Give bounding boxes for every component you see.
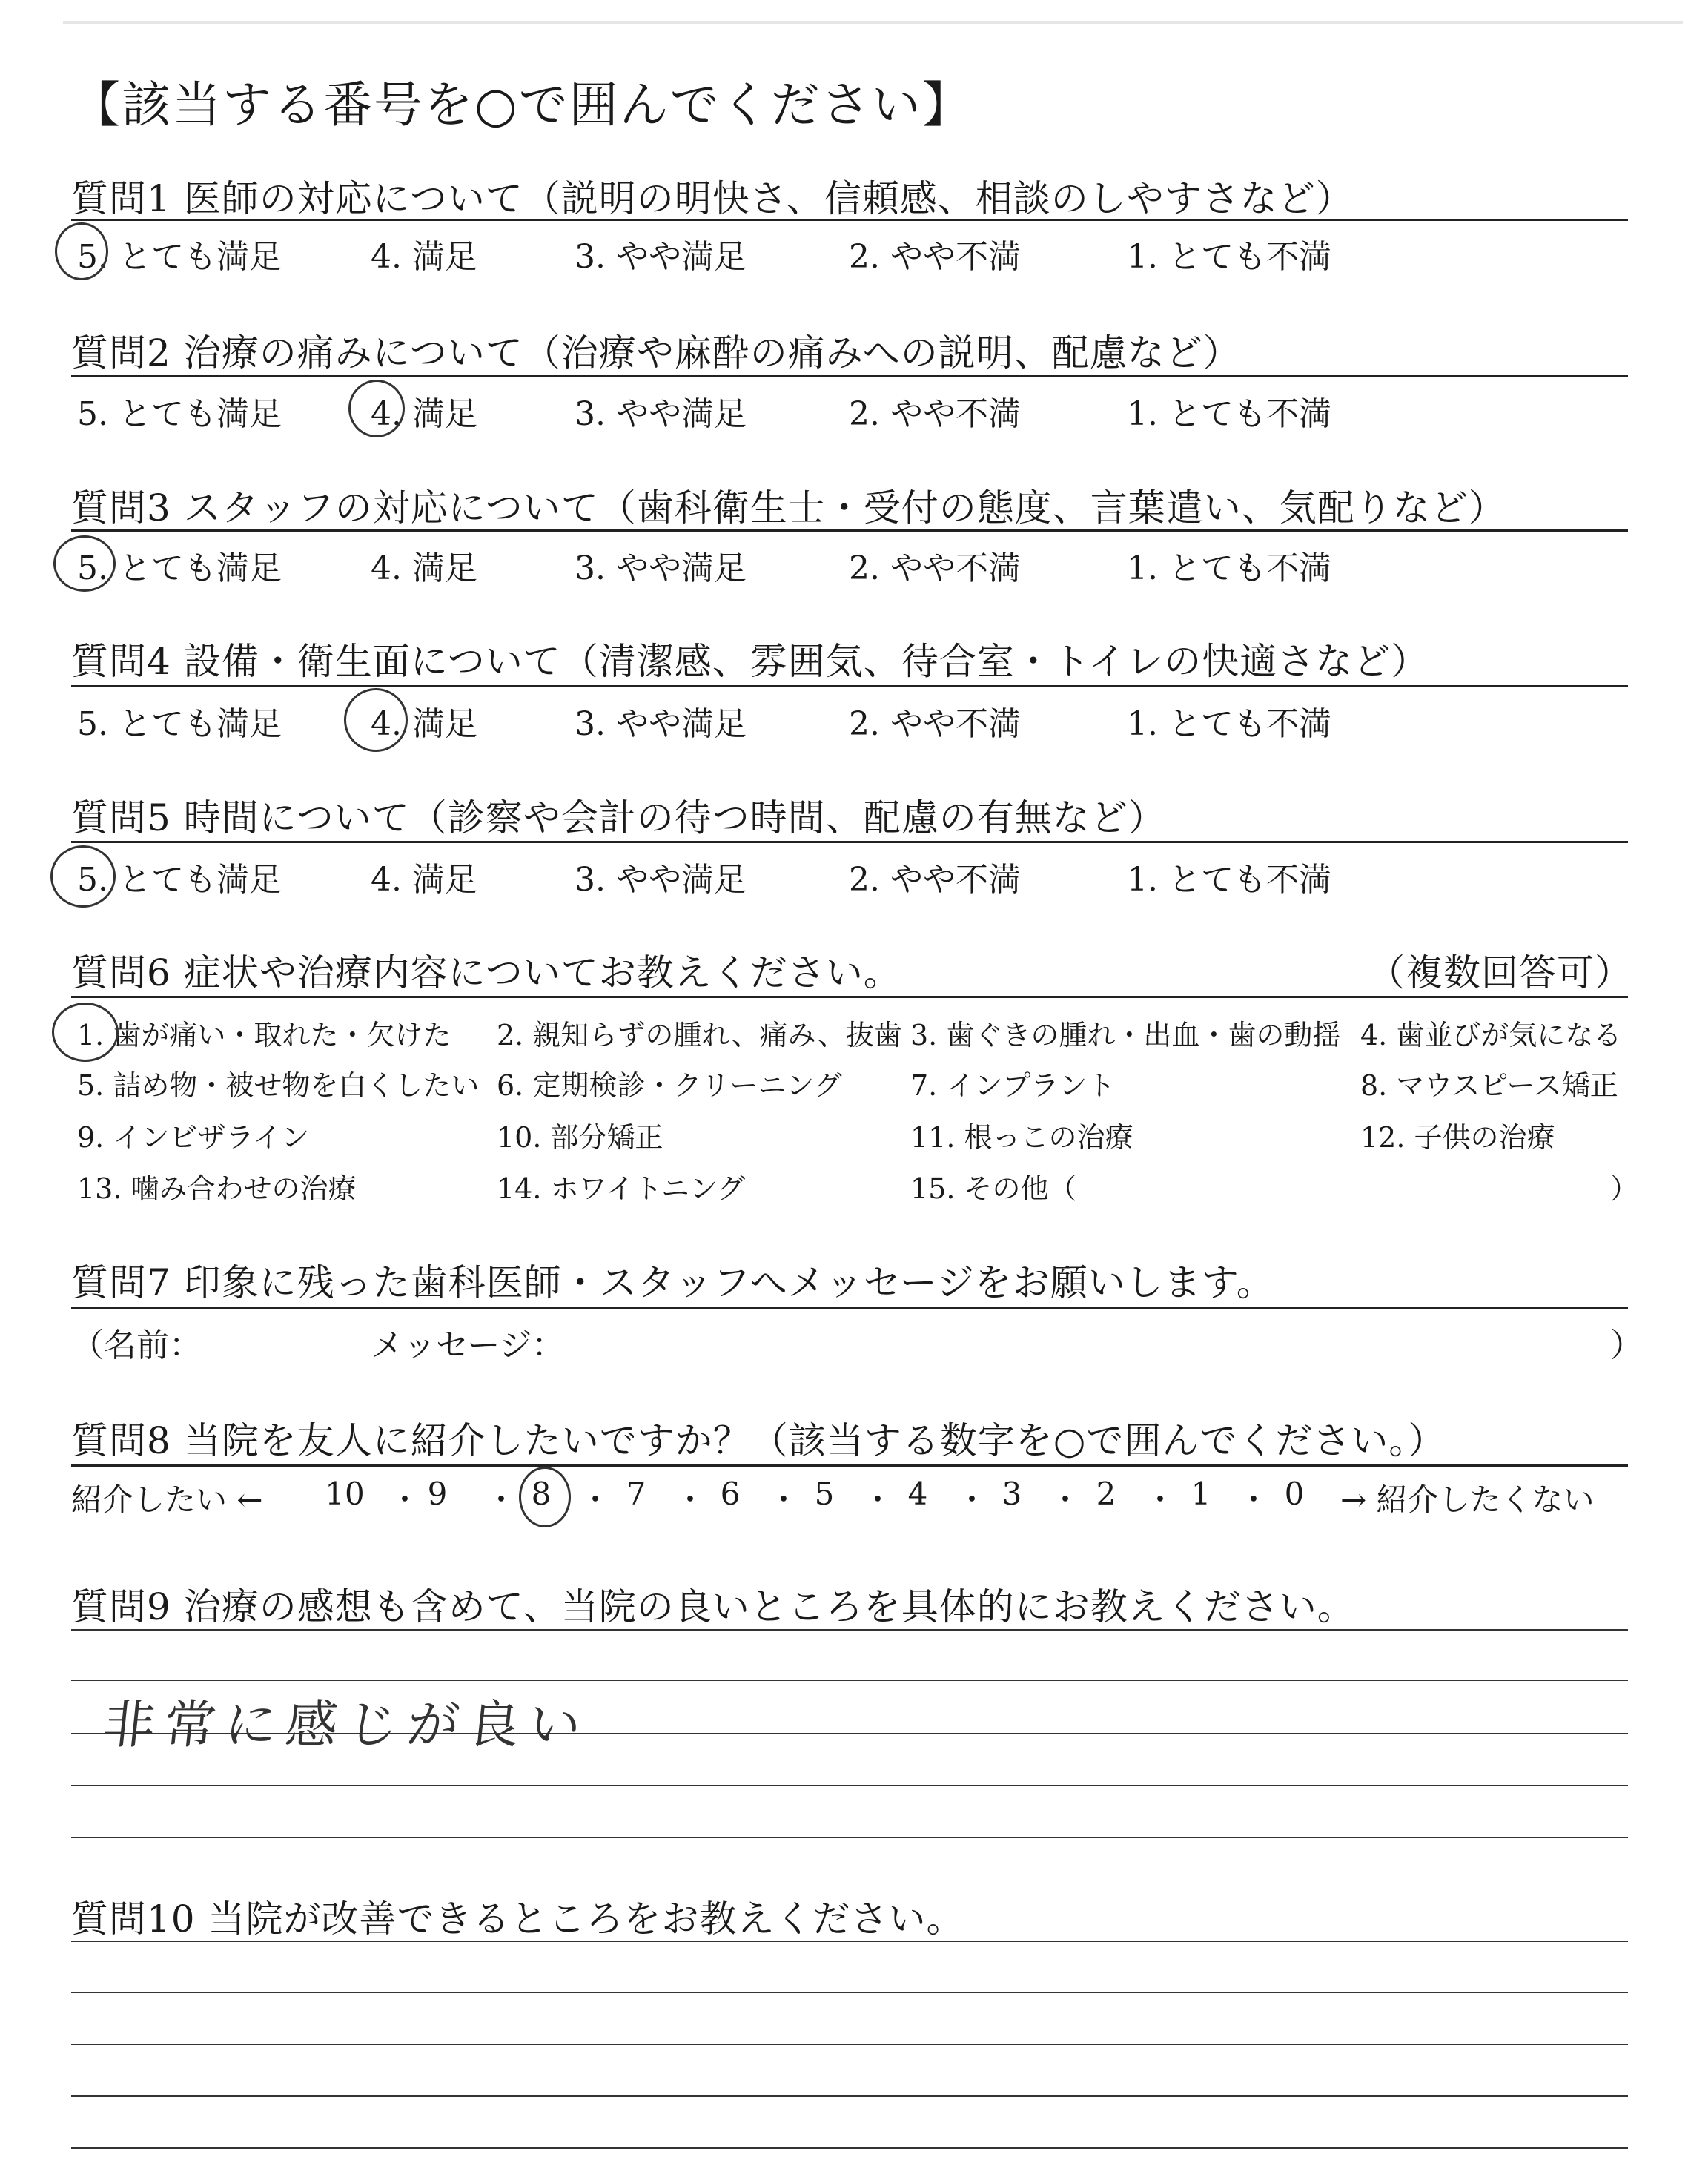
question-1-title: 質問1 医師の対応について（説明の明快さ、信頼感、相談のしやすさなど）: [71, 177, 1354, 220]
option-5[interactable]: 5. とても満足: [77, 549, 282, 587]
question-3-rule: [71, 529, 1628, 532]
question-10-title: 質問10 当院が改善できるところをお教えください。: [71, 1898, 964, 1941]
scale-separator: ・: [675, 1482, 706, 1518]
selected-circle: [348, 380, 405, 437]
option-4[interactable]: 4. 満足: [371, 549, 477, 587]
message-label: メッセージ：: [371, 1327, 565, 1364]
selected-circle: [53, 535, 116, 592]
q6-option-11[interactable]: 11. 根っこの治療: [910, 1121, 1133, 1154]
q6-option-1[interactable]: 1. 歯が痛い・取れた・欠けた: [77, 1019, 451, 1051]
option-5[interactable]: 5. とても満足: [77, 395, 282, 433]
scale-value[interactable]: 10: [325, 1476, 365, 1512]
question-5-title: 質問5 時間について（診察や会計の待つ時間、配慮の有無など）: [71, 796, 1166, 839]
q6-option-10[interactable]: 10. 部分矯正: [497, 1121, 663, 1154]
scale-left-label: 紹介したい ←: [71, 1482, 263, 1518]
scale-right-label: → 紹介したくない: [1340, 1482, 1595, 1518]
selected-circle: [55, 222, 108, 280]
q6-option-14[interactable]: 14. ホワイトニング: [497, 1172, 746, 1205]
selected-circle: [519, 1467, 571, 1527]
option-4[interactable]: 4. 満足: [371, 238, 477, 276]
question-8-rule: [71, 1464, 1628, 1467]
option-5[interactable]: 5. とても満足: [77, 238, 282, 276]
page-heading: 【該当する番号を○で囲んでください】: [71, 76, 973, 133]
scale-value[interactable]: 8: [531, 1476, 552, 1512]
option-1[interactable]: 1. とても不満: [1127, 395, 1331, 433]
scale-separator: ・: [956, 1482, 988, 1518]
question-7-rule: [71, 1307, 1628, 1309]
option-3[interactable]: 3. やや満足: [575, 395, 747, 433]
scale-separator: ・: [1238, 1482, 1270, 1518]
option-2[interactable]: 2. やや不満: [849, 861, 1021, 899]
scale-value[interactable]: 6: [720, 1476, 741, 1512]
q6-option-15[interactable]: 15. その他（: [910, 1172, 1077, 1205]
answer-line: [71, 1837, 1628, 1838]
q6-option-13[interactable]: 13. 噛み合わせの治療: [77, 1172, 357, 1205]
selected-circle: [50, 845, 116, 908]
option-4[interactable]: 4. 満足: [371, 861, 477, 899]
scale-value[interactable]: 1: [1191, 1476, 1211, 1512]
q6-option-3[interactable]: 3. 歯ぐきの腫れ・出血・歯の動揺: [910, 1019, 1341, 1051]
multiple-answer-note: （複数回答可）: [1368, 951, 1632, 994]
answer-line: [71, 2147, 1628, 2149]
answer-line: [71, 2044, 1628, 2045]
question-2-title: 質問2 治療の痛みについて（治療や麻酔の痛みへの説明、配慮など）: [71, 331, 1241, 374]
question-4-title: 質問4 設備・衛生面について（清潔感、雰囲気、待合室・トイレの快適さなど）: [71, 640, 1429, 683]
scale-separator: ・: [1145, 1482, 1176, 1518]
option-1[interactable]: 1. とても不満: [1127, 861, 1331, 899]
answer-line: [71, 1680, 1628, 1681]
answer-line: [71, 1992, 1628, 1993]
option-2[interactable]: 2. やや不満: [849, 705, 1021, 743]
question-6-rule: [71, 996, 1628, 998]
question-7-title: 質問7 印象に残った歯科医師・スタッフへメッセージをお願いします。: [71, 1261, 1274, 1304]
question-8-title: 質問8 当院を友人に紹介したいですか？（該当する数字を○で囲んでください。）: [71, 1419, 1446, 1462]
answer-line: [71, 1785, 1628, 1786]
scale-value[interactable]: 3: [1002, 1476, 1022, 1512]
q6-option-7[interactable]: 7. インプラント: [910, 1069, 1116, 1102]
option-3[interactable]: 3. やや満足: [575, 238, 747, 276]
scale-value[interactable]: 5: [814, 1476, 835, 1512]
scale-separator: ・: [486, 1482, 517, 1518]
option-3[interactable]: 3. やや満足: [575, 549, 747, 587]
option-4[interactable]: 4. 満足: [371, 705, 477, 743]
name-label: （名前：: [71, 1327, 202, 1364]
scale-value[interactable]: 2: [1096, 1476, 1116, 1512]
option-2[interactable]: 2. やや不満: [849, 549, 1021, 587]
option-4[interactable]: 4. 満足: [371, 395, 477, 433]
option-3[interactable]: 3. やや満足: [575, 861, 747, 899]
question-9-title: 質問9 治療の感想も含めて、当院の良いところを具体的にお教えください。: [71, 1585, 1355, 1628]
question-3-title: 質問3 スタッフの対応について（歯科衛生士・受付の態度、言葉遣い、気配りなど）: [71, 486, 1506, 529]
scale-separator: ・: [580, 1482, 612, 1518]
answer-line: [71, 2095, 1628, 2097]
scale-separator: ・: [1050, 1482, 1082, 1518]
option-1[interactable]: 1. とても不満: [1127, 238, 1331, 276]
q6-option-2[interactable]: 2. 親知らずの腫れ、痛み、抜歯: [497, 1019, 902, 1051]
scale-separator: ・: [389, 1482, 421, 1518]
option-2[interactable]: 2. やや不満: [849, 238, 1021, 276]
option-1[interactable]: 1. とても不満: [1127, 705, 1331, 743]
top-rule: [63, 21, 1683, 24]
option-3[interactable]: 3. やや満足: [575, 705, 747, 743]
q6-option-4[interactable]: 4. 歯並びが気になる: [1360, 1019, 1622, 1051]
question-5-rule: [71, 841, 1628, 843]
handwritten-answer[interactable]: 非常に感じが良い: [100, 1694, 593, 1755]
option-1[interactable]: 1. とても不満: [1127, 549, 1331, 587]
scale-value[interactable]: 0: [1284, 1476, 1305, 1512]
question-6-title: 質問6 症状や治療内容についてお教えください。: [71, 951, 901, 994]
message-close: ）: [1610, 1327, 1643, 1364]
scale-value[interactable]: 9: [427, 1476, 448, 1512]
q6-option-9[interactable]: 9. インビザライン: [77, 1121, 310, 1154]
scale-separator: ・: [862, 1482, 894, 1518]
scale-separator: ・: [768, 1482, 800, 1518]
q6-other-close: ）: [1610, 1172, 1639, 1205]
answer-line: [71, 1629, 1628, 1631]
question-2-rule: [71, 375, 1628, 377]
answer-line: [71, 1941, 1628, 1942]
selected-circle: [344, 688, 408, 752]
q6-option-5[interactable]: 5. 詰め物・被せ物を白くしたい: [77, 1069, 480, 1102]
option-5[interactable]: 5. とても満足: [77, 705, 282, 743]
option-2[interactable]: 2. やや不満: [849, 395, 1021, 433]
option-5[interactable]: 5. とても満足: [77, 861, 282, 899]
question-4-rule: [71, 685, 1628, 687]
selected-circle: [52, 1003, 119, 1062]
scale-value[interactable]: 4: [907, 1476, 928, 1512]
scale-value[interactable]: 7: [626, 1476, 646, 1512]
q6-option-12[interactable]: 12. 子供の治療: [1360, 1121, 1555, 1154]
q6-option-6[interactable]: 6. 定期検診・クリーニング: [497, 1069, 842, 1102]
question-1-rule: [71, 219, 1628, 221]
q6-option-8[interactable]: 8. マウスピース矯正: [1360, 1069, 1618, 1102]
